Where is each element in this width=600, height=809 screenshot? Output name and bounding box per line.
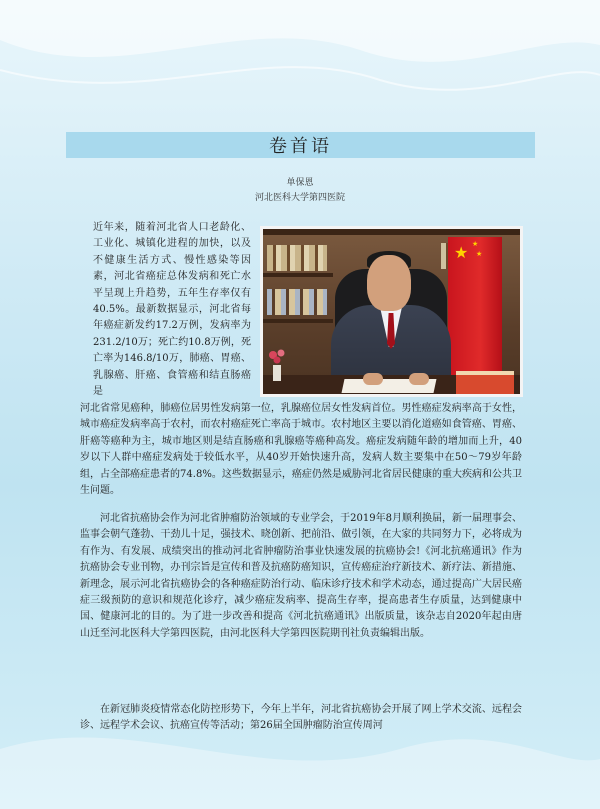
body-paragraph-1-continued: 河北省常见癌种，肺癌位居男性发病第一位，乳腺癌位居女性发病首位。男性癌症发病率高于女性，城市癌症发病率高于农村，而农村癌症死亡率高于城市。农村地区主要以消化道癌如食管癌、胃癌、肝癌等癌种为主，城市地区则是结直肠癌和乳腺癌等癌种高发。癌症发病随年龄的增加而上升，40岁以下人群中癌症发病处于较低水平，从40岁开始快速升高，发病人数主要集中在50～79岁年龄组，占全部癌症患者的74.8%。这些数据显示，癌症仍然是威胁河北省居民健康的重大疾病和公共卫生问题。	[80, 403, 522, 497]
flower-vase-icon	[267, 347, 287, 381]
portrait-photo	[260, 226, 523, 397]
body-paragraph-1-intro: 近年来，随着河北省人口老龄化、工业化、城镇化进程的加快，以及不健康生活方式、慢性感染等因素，河北省癌症总体发病和死亡水平呈现上升趋势，五年生存率仅有40.5%。最新数据显示，河北省每年癌症新发约17.2万例，发病率为231.2/10万；死亡约10.8万例，死亡率为146.8/10万，肺癌、胃癌、乳腺癌、肝癌、食管癌和结直肠癌是	[93, 222, 251, 398]
flag-graphic: ★ ★ ★	[448, 237, 502, 387]
page-title: 卷首语	[269, 136, 332, 157]
body-paragraph-3: 在新冠肺炎疫情常态化防控形势下，今年上半年，河北省抗癌协会开展了网上学术交流、远程会诊、远程学术会议、抗癌宣传等活动；第26届全国肿瘤防治宣传周河	[80, 704, 522, 732]
decorative-wave-top	[0, 0, 600, 120]
author-affiliation: 河北医科大学第四医院	[254, 193, 345, 203]
author-name: 单保恩	[286, 178, 314, 188]
title-bar	[66, 132, 535, 158]
body-paragraph-2: 河北省抗癌协会作为河北省肿瘤防治领域的专业学会，于2019年8月顺利换届，新一届理事会、监事会朝气蓬勃、干劲儿十足，强技术、晓创新、把前沿、做引领，在大家的共同努力下，必将成为有作为、有发展、成绩突出的推动河北省肿瘤防治事业快速发展的抗癌协会!《河北抗癌通讯》作为抗癌协会专业刊物，办刊宗旨是宣传和普及抗癌防癌知识，宣传癌症治疗新技术、新疗法、新措施、新理念，展示河北省抗癌协会的各种癌症防治行动、临床诊疗技术和学术动态，通过提高广大居民癌症三级预防的意识和规范化诊疗，减少癌症发病率、提高生存率，提高患者生存质量，达到健康中国、健康河北的目的。为了进一步改善和提高《河北抗癌通讯》出版质量，该杂志自2020年起由唐山迁至河北医科大学第四医院，由河北医科大学第四医院期刊社负责编辑出版。	[80, 513, 522, 639]
